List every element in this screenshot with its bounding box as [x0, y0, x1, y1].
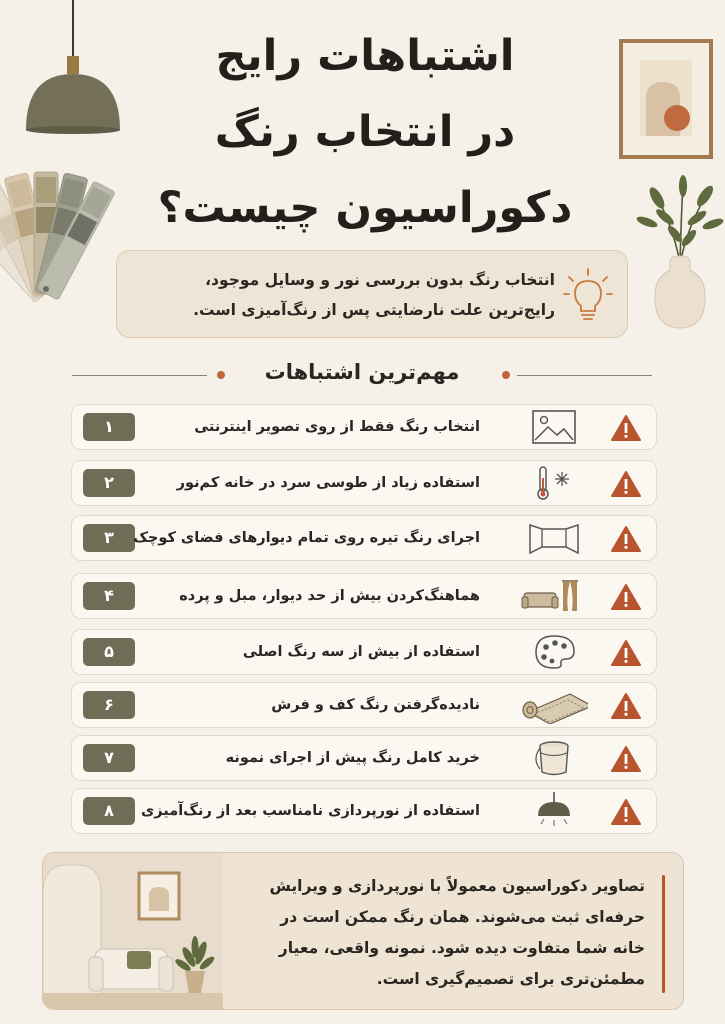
color-swatch-fan-icon [0, 165, 120, 315]
row-text: هماهنگ‌کردن بیش از حد دیوار، مبل و پرده [179, 588, 480, 604]
title-line-3: دکوراسیون چیست؟ [157, 183, 573, 233]
warning-icon [610, 798, 642, 826]
note-panel [42, 852, 684, 1010]
note-line-2: حرفه‌ای ثبت می‌شوند. همان رنگ ممکن است در [280, 908, 645, 926]
row-number-badge: ۲ [83, 469, 135, 497]
mistake-row-7 [71, 735, 657, 781]
section-heading [72, 360, 652, 390]
note-line-4: مطمئن‌تری برای تصمیم‌گیری است. [376, 970, 645, 988]
section-title: مهم‌ترین اشتباهات [264, 360, 460, 384]
row-text: نادیده‌گرفتن رنگ کف و فرش [271, 697, 480, 713]
page-title [130, 18, 600, 246]
row-text: اجرای رنگ تیره روی تمام دیوارهای فضای کوچک [133, 530, 480, 546]
intro-callout [116, 250, 628, 338]
title-line-2: در انتخاب رنگ [214, 107, 516, 157]
mistake-row-6 [71, 682, 657, 728]
living-room-illustration-icon [43, 853, 223, 1010]
row-number-badge: ۱ [83, 413, 135, 441]
note-text [265, 871, 645, 995]
row-number-badge: ۳ [83, 524, 135, 552]
row-number-badge: ۶ [83, 691, 135, 719]
rug-roll-icon [512, 686, 588, 724]
note-accent-bar [662, 875, 665, 993]
pendant-lamp-decoration-icon [10, 0, 120, 140]
note-line-1: تصاویر دکوراسیون معمولاً با نورپردازی و ویرایش [269, 877, 645, 895]
row-number-badge: ۴ [83, 582, 135, 610]
row-text: انتخاب رنگ فقط از روی تصویر اینترنتی [194, 419, 480, 435]
intro-line-1: انتخاب رنگ بدون بررسی نور و وسایل موجود، [205, 271, 555, 289]
wall-art-frame-icon [618, 38, 714, 160]
thermometer-snowflake-icon [524, 464, 584, 502]
title-line-1: اشتباهات رایج [215, 31, 515, 81]
room-walls-icon [524, 519, 584, 557]
intro-line-2: رایج‌ترین علت نارضایتی پس از رنگ‌آمیزی است. [193, 301, 555, 319]
row-text: استفاده از بیش از سه رنگ اصلی [242, 644, 480, 660]
pendant-lamp-icon [524, 792, 584, 830]
row-text: خرید کامل رنگ پیش از اجرای نمونه [225, 750, 480, 766]
warning-icon [610, 692, 642, 720]
row-text: استفاده زیاد از طوسی سرد در خانه کم‌نور [176, 475, 480, 491]
warning-icon [610, 414, 642, 442]
mistake-row-4 [71, 573, 657, 619]
section-divider-left [72, 375, 207, 376]
warning-icon [610, 470, 642, 498]
warning-icon [610, 525, 642, 553]
mistake-row-5 [71, 629, 657, 675]
mistake-row-3 [71, 515, 657, 561]
potted-plant-icon [625, 172, 725, 332]
mistake-row-2 [71, 460, 657, 506]
section-divider-right [517, 375, 652, 376]
row-number-badge: ۵ [83, 638, 135, 666]
paint-bucket-icon [524, 739, 584, 777]
warning-icon [610, 745, 642, 773]
row-number-badge: ۷ [83, 744, 135, 772]
image-icon [524, 408, 584, 446]
note-line-3: خانه شما متفاوت دیده شود. نمونه واقعی، معیار [278, 939, 645, 957]
sofa-curtain-icon [512, 577, 588, 615]
warning-icon [610, 639, 642, 667]
lightbulb-icon [563, 267, 613, 323]
section-dot-left [217, 371, 225, 379]
mistake-row-8 [71, 788, 657, 834]
row-number-badge: ۸ [83, 797, 135, 825]
row-text: استفاده از نورپردازی نامناسب بعد از رنگ‌آمیزی [140, 803, 480, 819]
mistake-row-1 [71, 404, 657, 450]
warning-icon [610, 583, 642, 611]
section-dot-right [502, 371, 510, 379]
palette-icon [524, 633, 584, 671]
